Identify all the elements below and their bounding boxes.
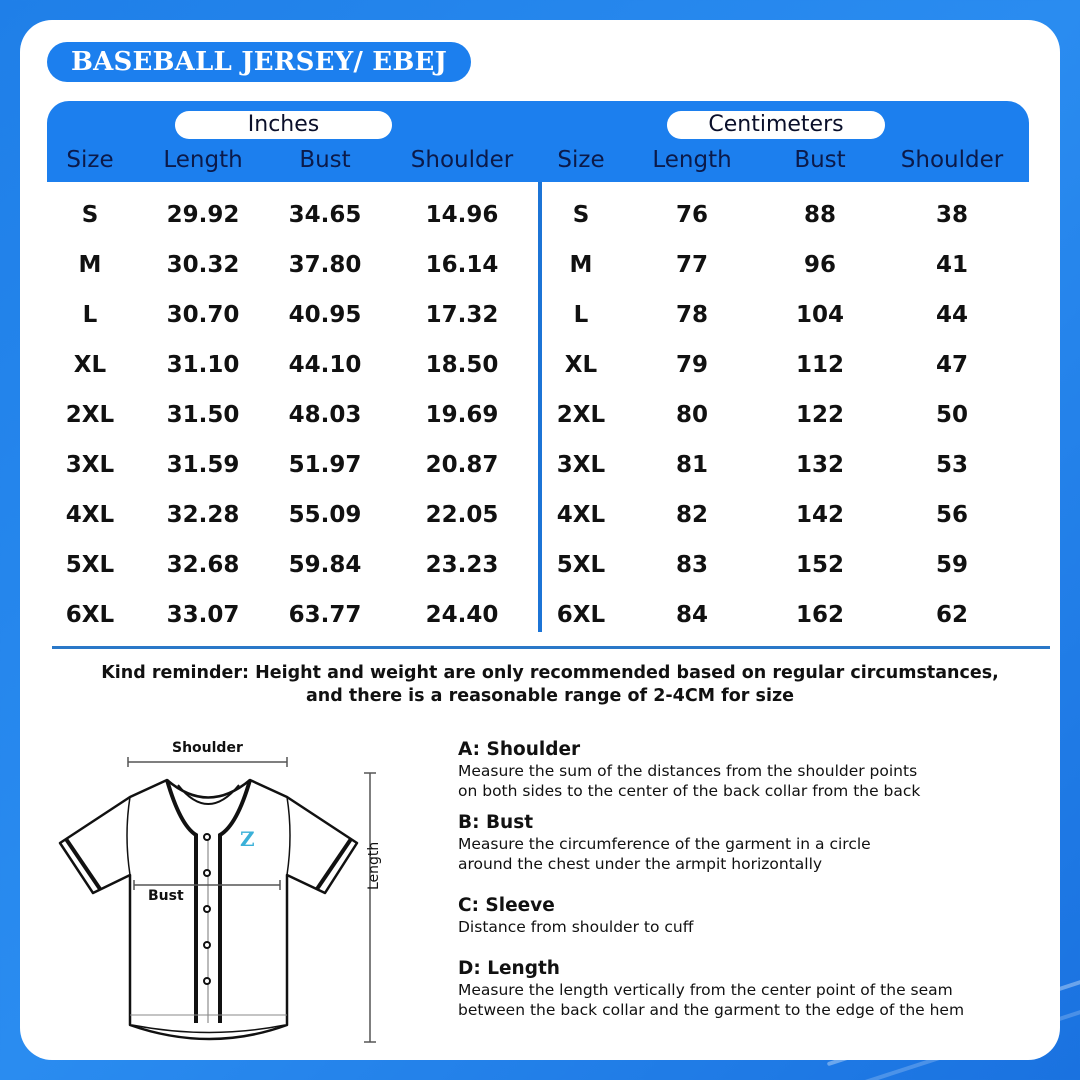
value-cell-inches: 37.80 [288, 252, 362, 278]
col-header-length-cm: Length [652, 147, 732, 173]
reminder-line-2: and there is a reasonable range of 2-4CM for size [306, 686, 794, 706]
unit-label-centimeters: Centimeters [667, 111, 885, 139]
value-cell-cm: 62 [935, 602, 968, 628]
size-cell-inches: 4XL [65, 502, 115, 528]
value-cell-inches: 63.77 [288, 602, 362, 628]
value-cell-cm: 96 [803, 252, 836, 278]
shoulder-label: Shoulder [172, 740, 243, 756]
value-cell-inches: 31.59 [166, 452, 240, 478]
value-cell-inches: 20.87 [425, 452, 499, 478]
value-cell-cm: 78 [675, 302, 708, 328]
size-cell-cm: 3XL [556, 452, 606, 478]
definition-title: C: Sleeve [458, 895, 555, 916]
definition-bust [458, 811, 1038, 874]
value-cell-inches: 17.32 [425, 302, 499, 328]
value-cell-cm: 44 [935, 302, 968, 328]
size-cell-cm: L [573, 302, 589, 328]
value-cell-cm: 122 [795, 402, 844, 428]
value-cell-inches: 33.07 [166, 602, 240, 628]
jersey-diagram [50, 735, 420, 1055]
value-cell-cm: 88 [803, 202, 836, 228]
value-cell-inches: 30.32 [166, 252, 240, 278]
col-header-shoulder-cm: Shoulder [900, 147, 1004, 173]
size-cell-cm: 2XL [556, 402, 606, 428]
definition-text: on both sides to the center of the back collar from the back [458, 781, 921, 800]
size-cell-inches: M [78, 252, 102, 278]
col-header-size-cm: Size [557, 147, 605, 173]
size-cell-cm: 5XL [556, 552, 606, 578]
value-cell-cm: 50 [935, 402, 968, 428]
value-cell-cm: 104 [795, 302, 844, 328]
length-label: Length [366, 841, 382, 890]
size-cell-cm: M [569, 252, 593, 278]
value-cell-cm: 142 [795, 502, 844, 528]
definition-sleeve [458, 894, 1038, 938]
value-cell-cm: 76 [675, 202, 708, 228]
value-cell-inches: 59.84 [288, 552, 362, 578]
value-cell-cm: 112 [795, 352, 844, 378]
value-cell-inches: 23.23 [425, 552, 499, 578]
value-cell-inches: 32.28 [166, 502, 240, 528]
size-cell-inches: XL [73, 352, 107, 378]
value-cell-inches: 40.95 [288, 302, 362, 328]
reminder-line-1: Kind reminder: Height and weight are only recommended based on regular circumstances, [101, 663, 999, 683]
size-cell-inches: L [82, 302, 98, 328]
value-cell-inches: 31.50 [166, 402, 240, 428]
value-cell-cm: 79 [675, 352, 708, 378]
value-cell-cm: 80 [675, 402, 708, 428]
value-cell-inches: 22.05 [425, 502, 499, 528]
size-cell-cm: 4XL [556, 502, 606, 528]
brand-logo-icon: Z [240, 827, 255, 851]
value-cell-cm: 152 [795, 552, 844, 578]
value-cell-cm: 132 [795, 452, 844, 478]
col-header-length-in: Length [163, 147, 243, 173]
value-cell-cm: 77 [675, 252, 708, 278]
definition-title: D: Length [458, 958, 560, 979]
unit-label-inches: Inches [175, 111, 392, 139]
size-cell-inches: 5XL [65, 552, 115, 578]
size-cell-cm: XL [564, 352, 598, 378]
size-cell-inches: S [81, 202, 99, 228]
value-cell-inches: 30.70 [166, 302, 240, 328]
kind-reminder [60, 662, 1040, 708]
value-cell-cm: 56 [935, 502, 968, 528]
value-cell-inches: 19.69 [425, 402, 499, 428]
size-cell-inches: 6XL [65, 602, 115, 628]
value-cell-cm: 83 [675, 552, 708, 578]
value-cell-cm: 82 [675, 502, 708, 528]
bust-label: Bust [148, 888, 184, 904]
value-cell-cm: 81 [675, 452, 708, 478]
value-cell-inches: 55.09 [288, 502, 362, 528]
definition-text: between the back collar and the garment to the edge of the hem [458, 1000, 965, 1019]
value-cell-inches: 14.96 [425, 202, 499, 228]
col-header-bust-in: Bust [299, 147, 351, 173]
size-cell-inches: 2XL [65, 402, 115, 428]
value-cell-cm: 41 [935, 252, 968, 278]
value-cell-inches: 24.40 [425, 602, 499, 628]
definition-title: B: Bust [458, 812, 534, 833]
value-cell-inches: 32.68 [166, 552, 240, 578]
value-cell-cm: 38 [935, 202, 968, 228]
jersey-outline-icon [50, 735, 420, 1055]
size-cell-inches: 3XL [65, 452, 115, 478]
units-divider [538, 182, 542, 632]
page-title: BASEBALL JERSEY/ EBEJ [47, 42, 471, 82]
value-cell-inches: 16.14 [425, 252, 499, 278]
definition-shoulder [458, 738, 1038, 801]
col-header-size-in: Size [66, 147, 114, 173]
value-cell-inches: 18.50 [425, 352, 499, 378]
value-cell-cm: 47 [935, 352, 968, 378]
definition-title: A: Shoulder [458, 739, 581, 760]
value-cell-inches: 51.97 [288, 452, 362, 478]
value-cell-inches: 31.10 [166, 352, 240, 378]
section-divider [52, 646, 1050, 649]
definition-text: Distance from shoulder to cuff [458, 918, 694, 936]
definition-length [458, 957, 1038, 1020]
size-cell-cm: S [572, 202, 590, 228]
value-cell-cm: 84 [675, 602, 708, 628]
col-header-shoulder-in: Shoulder [410, 147, 514, 173]
value-cell-cm: 162 [795, 602, 844, 628]
definition-text: Measure the sum of the distances from the shoulder points [458, 762, 918, 780]
value-cell-cm: 53 [935, 452, 968, 478]
value-cell-inches: 44.10 [288, 352, 362, 378]
definition-text: around the chest under the armpit horizontally [458, 854, 823, 873]
size-cell-cm: 6XL [556, 602, 606, 628]
value-cell-inches: 48.03 [288, 402, 362, 428]
value-cell-cm: 59 [935, 552, 968, 578]
value-cell-inches: 29.92 [166, 202, 240, 228]
value-cell-inches: 34.65 [288, 202, 362, 228]
col-header-bust-cm: Bust [794, 147, 846, 173]
definition-text: Measure the circumference of the garment in a circle [458, 835, 871, 853]
definition-text: Measure the length vertically from the center point of the seam [458, 981, 953, 999]
